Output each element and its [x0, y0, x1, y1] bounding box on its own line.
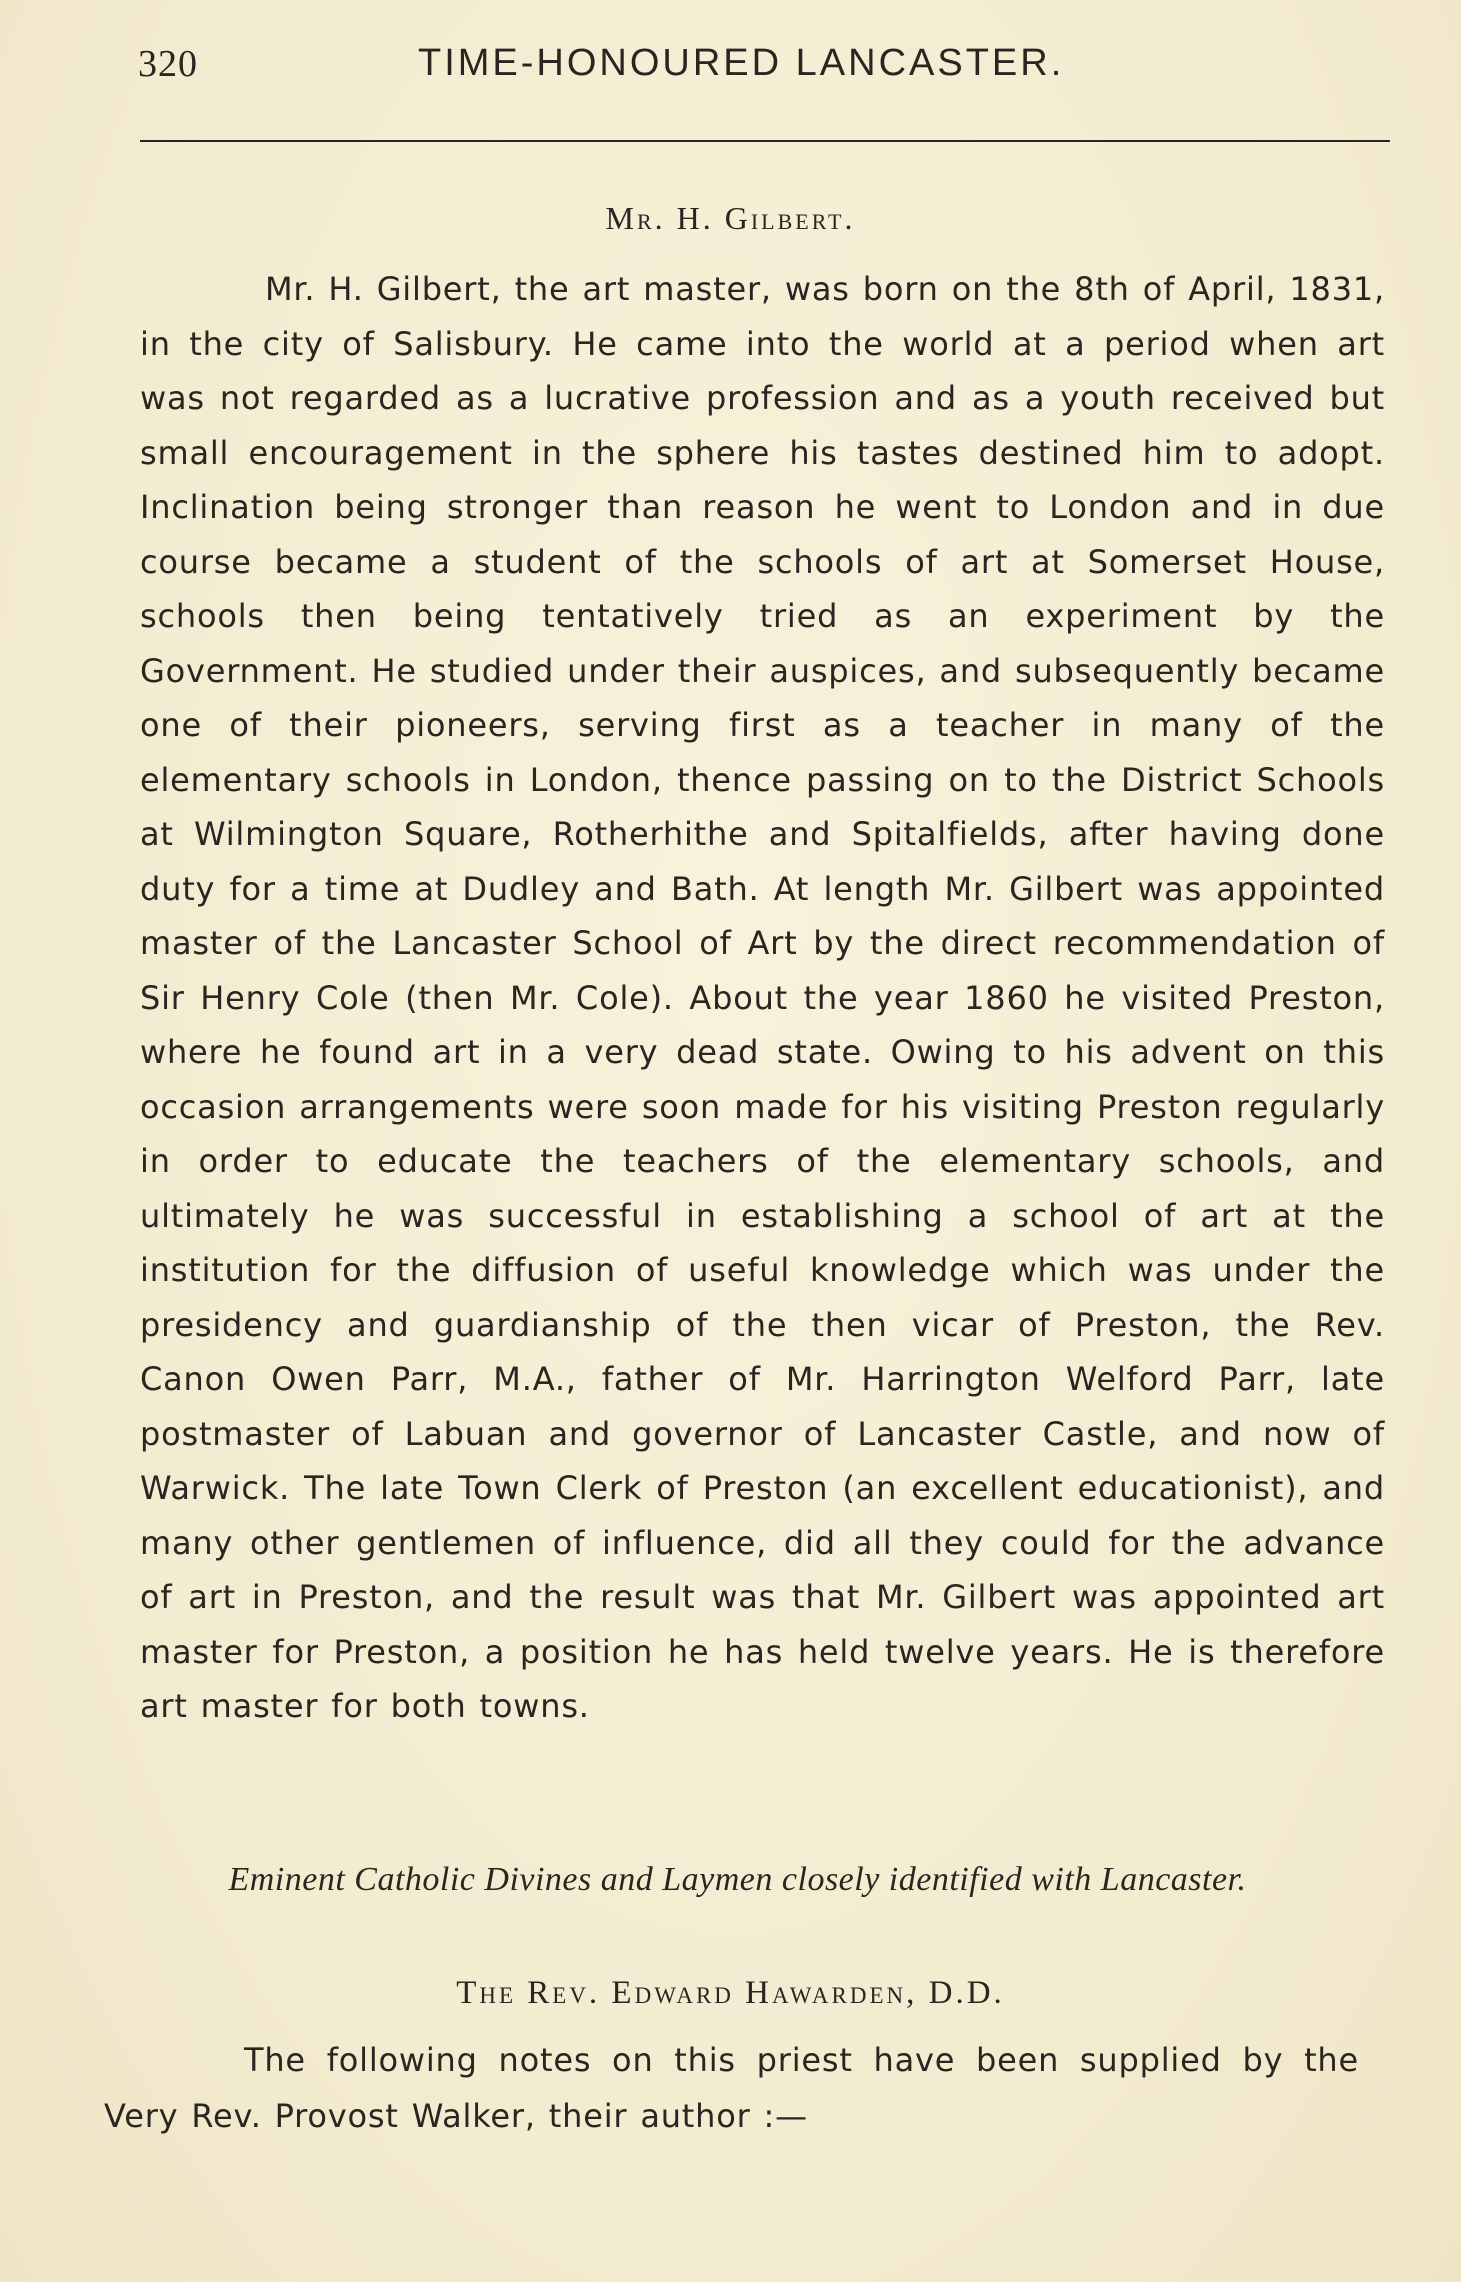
section-heading-gilbert: Mr. H. Gilbert. [605, 200, 856, 236]
paragraph-gilbert: Mr. H. Gilbert, the art master, was born on the 8th of April, 1831, in the city of Salisbury. He came into the world at a period when art was not regarded as a lucrative profession and as a youth received but small encouragement in the sphere his tastes destined him to adopt. Inclination being stronger than reason he went to London and in due course became a student of the schools of art at Somerset House, schools then being tentatively tried as an experiment by the Government. He studied under their auspices, and subsequently became one of their pioneers, serving first as a teacher in many of the elementary schools in London, thence passing on to the District Schools at Wilmington Square, Rotherhithe and Spitalfields, after having done duty for a time at Dudley and Bath. At length Mr. Gilbert was appointed master of the Lancaster School of Art by the direct recommendation of Sir Henry Cole (then Mr. Cole). About the year 1860 he visited Preston, where he found art in a very dead state. Owing to his advent on this occasion arrangements were soon made for his visiting Preston regularly in order to educate the teachers of the elementary schools, and ultimately he was successful in establishing a school of art at the institution for the diffusion of useful knowledge which was under the presidency and guardianship of the then vicar of Preston, the Rev. Canon Owen Parr, M.A., father of Mr. Harrington Welford Parr, late postmaster of Labuan and governor of Lancaster Castle, and now of Warwick. The late Town Clerk of Preston (an excellent educationist), and many other gentlemen of influence, did all they could for the advance of art in Preston, and the result was that Mr. Gilbert was appointed art master for Preston, a position he has held twelve years. He is therefore art master for both towns. [140, 270, 1385, 1725]
running-title: TIME-HONOURED LANCASTER. [418, 42, 1065, 84]
header-rule [140, 140, 1390, 142]
subheading-catholic-divines: Eminent Catholic Divines and Laymen closely identified with Lancaster. [228, 1861, 1247, 1898]
page-number: 320 [138, 43, 198, 85]
section-heading-hawarden: The Rev. Edward Hawarden, D.D. [456, 1975, 1005, 2011]
paragraph-hawarden: The following notes on this priest have been supplied by the Very Rev. Provost Walker, their author :— [104, 2041, 1359, 2135]
running-head [138, 42, 1388, 92]
